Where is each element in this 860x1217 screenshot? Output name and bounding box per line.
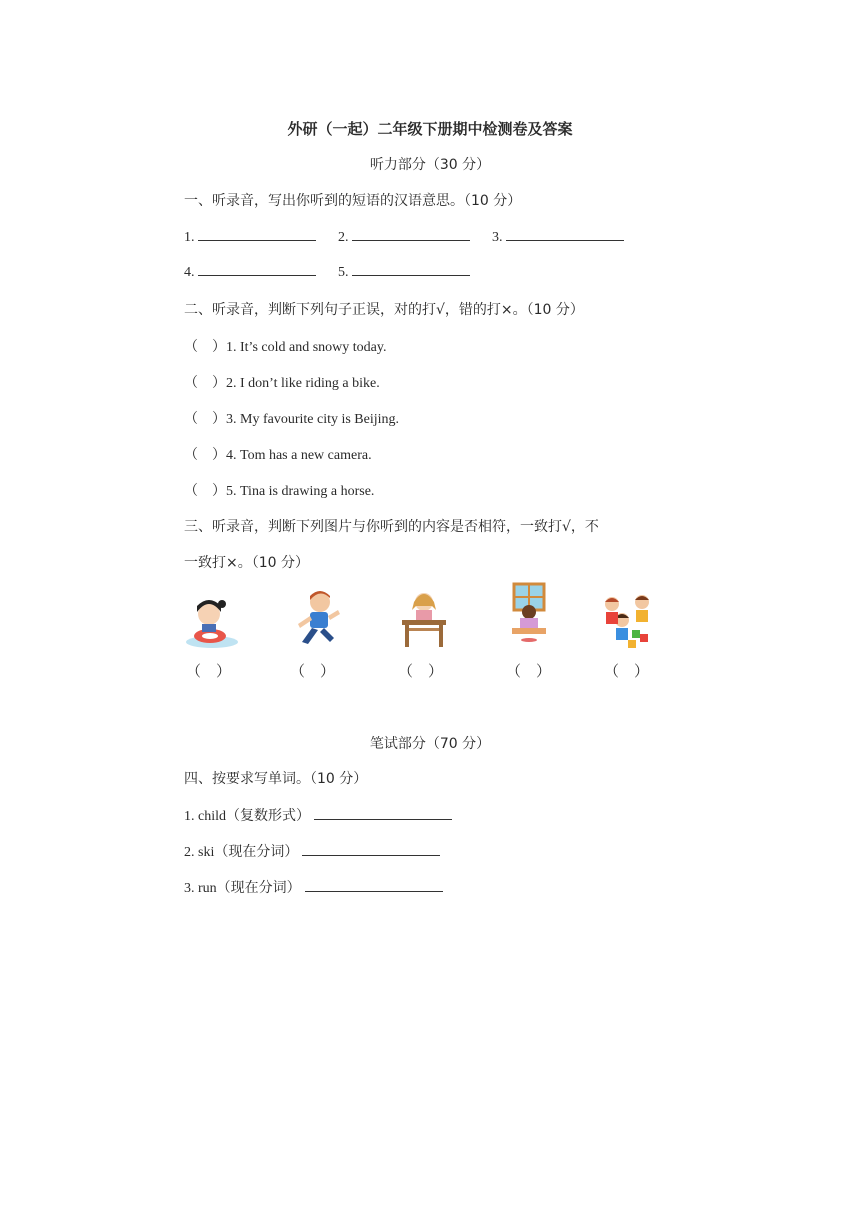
q2-item-4[interactable]: （ ）4. Tom has a new camera. (184, 448, 372, 463)
q2-item-5[interactable]: （ ）5. Tina is drawing a horse. (184, 484, 375, 499)
q3-answer-4[interactable]: （ ） (506, 662, 552, 680)
q4-prompt: 四、按要求写单词。（10 分） (184, 771, 368, 787)
q2-item-3[interactable]: （ ）3. My favourite city is Beijing. (184, 412, 400, 427)
q2-prompt: 二、听录音，判断下列句子正误，对的打√，错的打×。（10 分） (184, 302, 584, 318)
q4-item-3[interactable]: 3. run（现在分词） (184, 877, 443, 897)
q4-item-2[interactable]: 2. ski（现在分词） (184, 841, 440, 861)
girl-swimming-picture (184, 592, 240, 654)
girl-at-window-picture (504, 582, 560, 644)
q1-blank-4[interactable]: 4. (184, 263, 316, 281)
boy-running-picture (290, 588, 346, 650)
page-title: 外研（一起）二年级下册期中检测卷及答案 (287, 120, 573, 138)
q3-answer-1[interactable]: （ ） (186, 662, 232, 680)
listening-heading: 听力部分（30 分） (369, 157, 491, 173)
girl-at-desk-picture (396, 588, 452, 650)
q1-blank-1[interactable]: 1. (184, 228, 316, 246)
q3-prompt-line2: 一致打×。（10 分） (184, 555, 309, 571)
q3-answer-5[interactable]: （ ） (604, 662, 650, 680)
q3-prompt-line1: 三、听录音，判断下列图片与你听到的内容是否相符，一致打√，不 (184, 519, 599, 535)
q1-blank-2[interactable]: 2. (338, 228, 470, 246)
q3-answer-2[interactable]: （ ） (290, 662, 336, 680)
q1-blank-5[interactable]: 5. (338, 263, 470, 281)
q2-item-2[interactable]: （ ）2. I don’t like riding a bike. (184, 376, 380, 391)
q2-item-1[interactable]: （ ）1. It’s cold and snowy today. (184, 340, 387, 355)
q3-answer-3[interactable]: （ ） (398, 662, 444, 680)
writing-heading: 笔试部分（70 分） (369, 736, 491, 752)
q1-prompt: 一、听录音，写出你听到的短语的汉语意思。（10 分） (184, 193, 522, 209)
q4-item-1[interactable]: 1. child（复数形式） (184, 805, 452, 825)
children-playing-picture (598, 590, 654, 652)
q1-blank-3[interactable]: 3. (492, 228, 624, 246)
